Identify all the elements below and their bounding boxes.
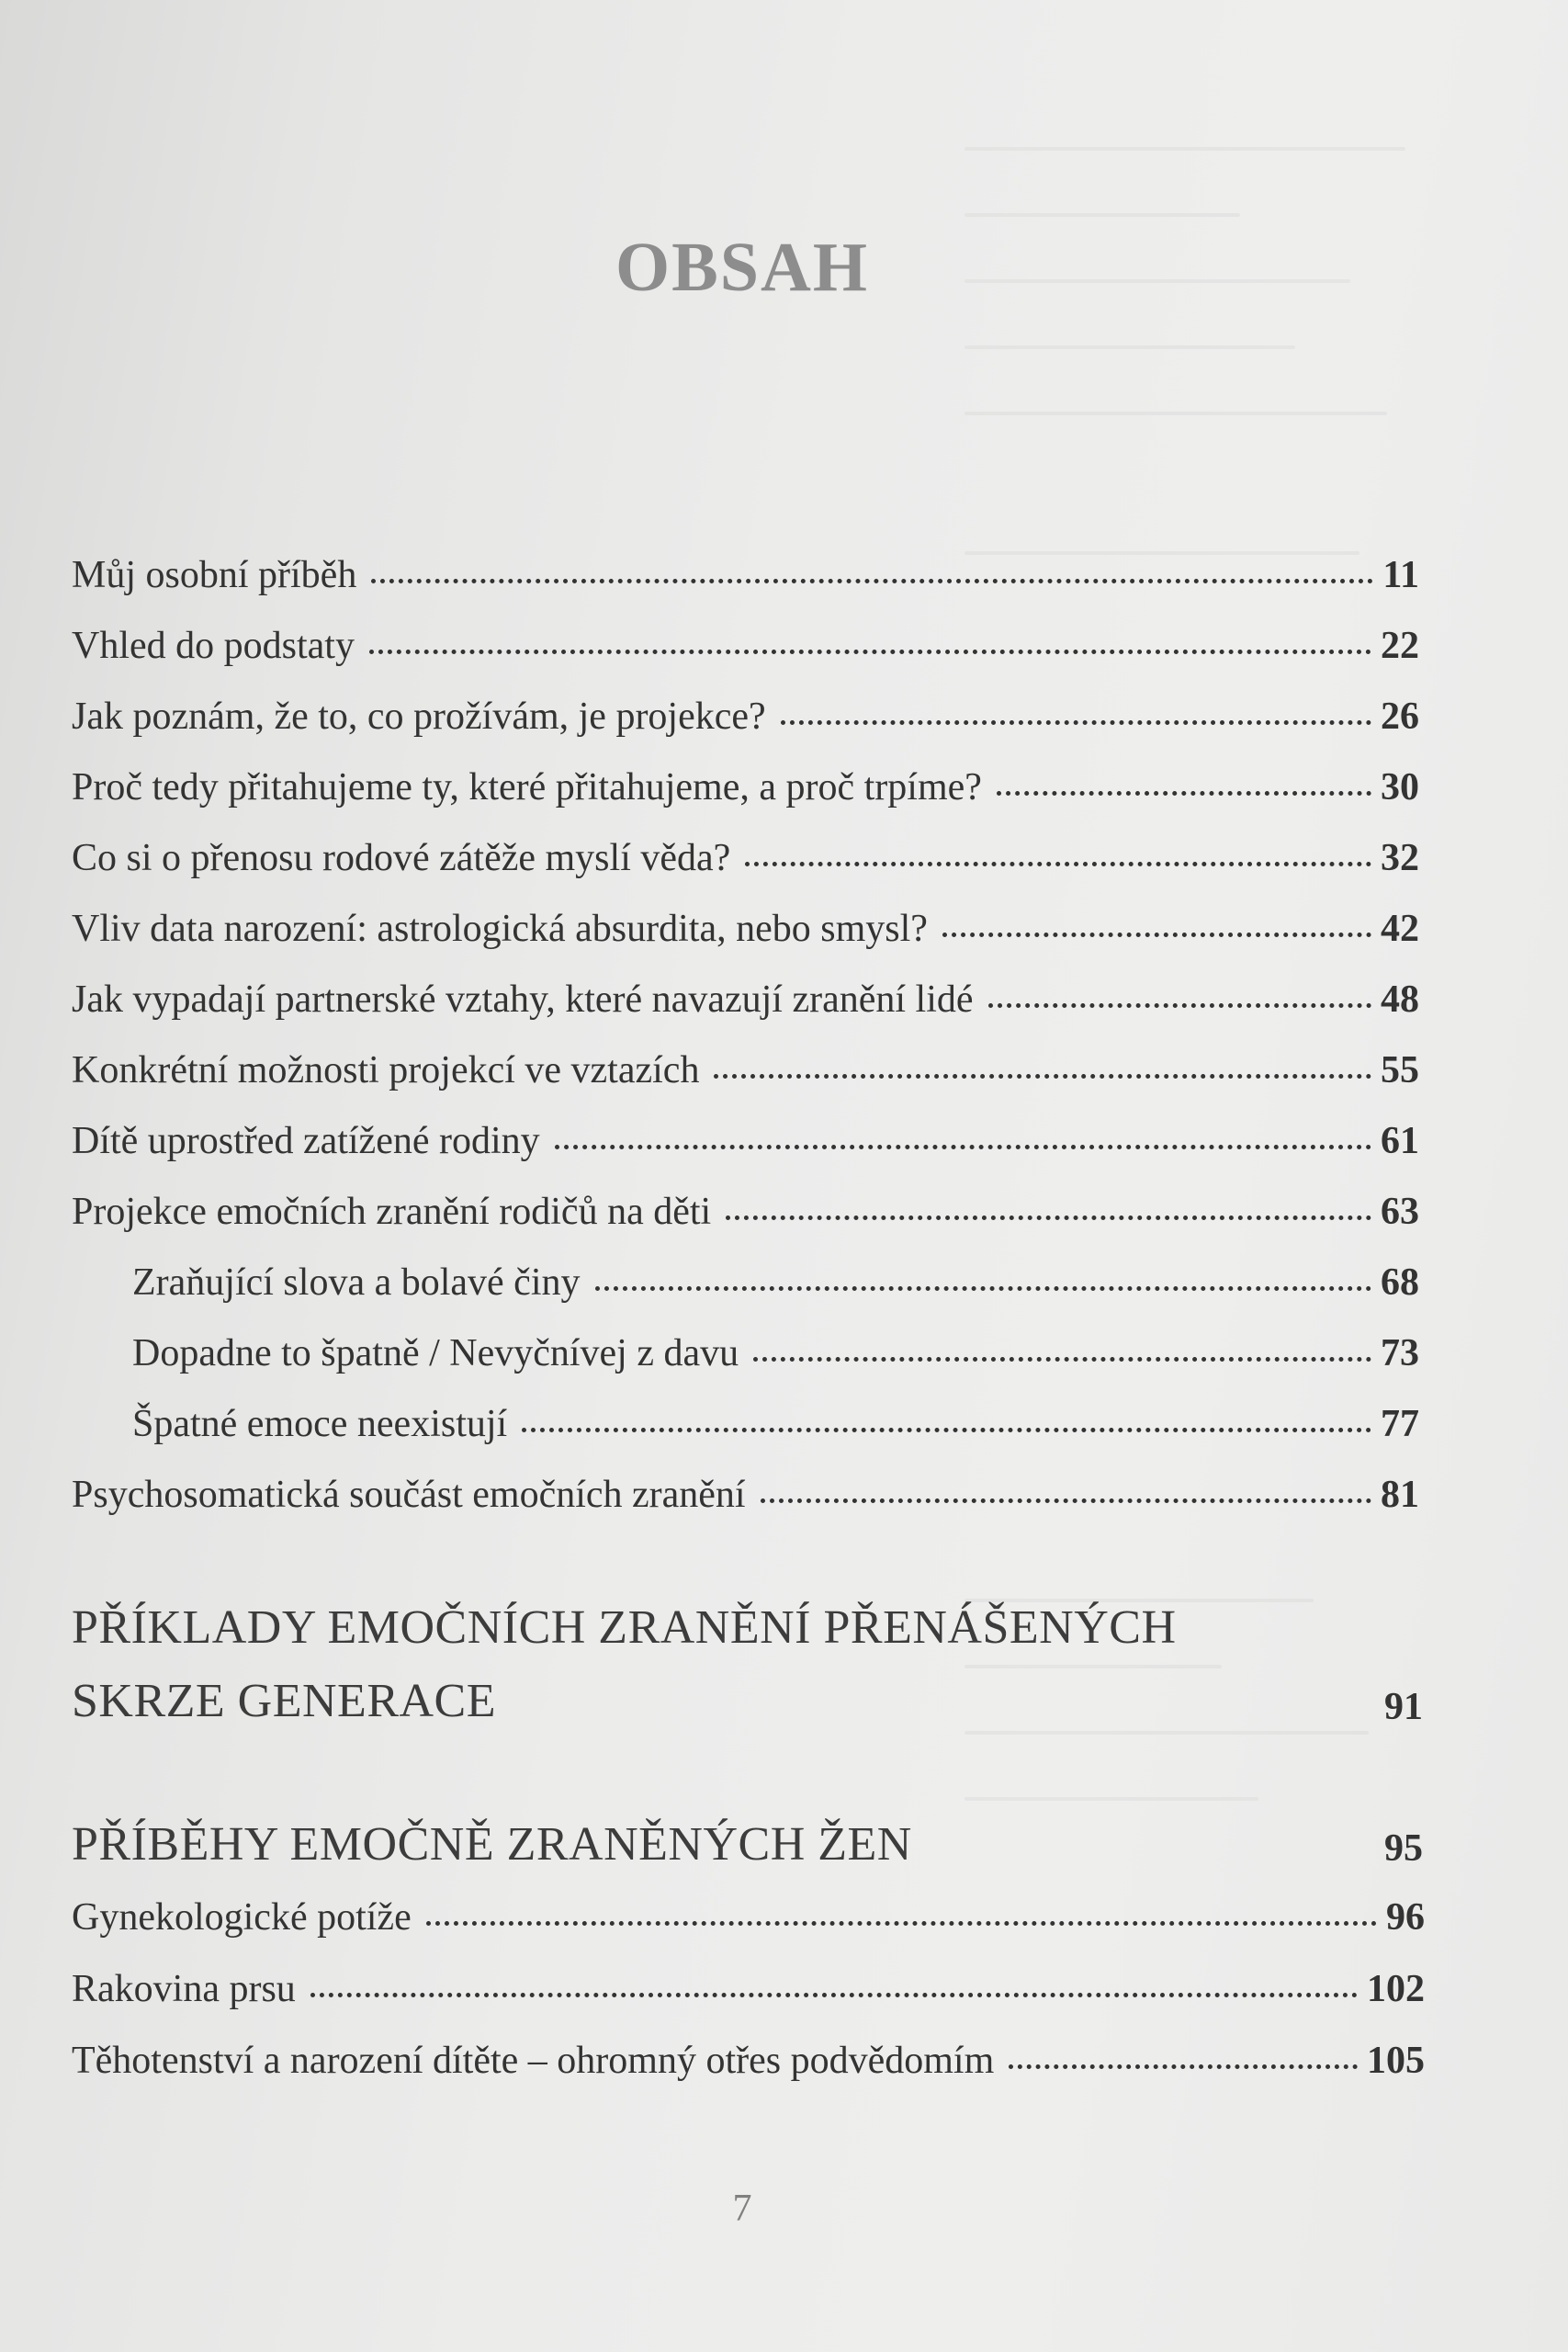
toc-entry-label: Proč tedy přitahujeme ty, které přitahujeme, a proč trpíme? — [72, 766, 982, 808]
toc-entry — [72, 1967, 1425, 2022]
toc-entry — [72, 836, 1419, 891]
toc-entry — [72, 765, 1419, 820]
toc-subentry — [132, 1261, 1419, 1316]
toc-entry-page: 77 — [1381, 1403, 1419, 1445]
page-title: OBSAH — [615, 229, 870, 306]
toc-leader-dots — [714, 1074, 1371, 1079]
toc-entry-label: Vliv data narození: astrologická absurdita, nebo smysl? — [72, 908, 928, 950]
toc-entry-page: 32 — [1381, 837, 1419, 879]
toc-leader-dots — [369, 650, 1371, 654]
toc-entry-page: 81 — [1381, 1474, 1419, 1516]
toc-entry-page: 22 — [1381, 625, 1419, 667]
toc-entry-label: Špatné emoce neexistují — [132, 1403, 508, 1445]
toc-leader-dots — [988, 1003, 1371, 1008]
toc-entry-label: Jak vypadají partnerské vztahy, které navazují zranění lidé — [72, 978, 974, 1021]
toc-entry-page: 30 — [1381, 766, 1419, 808]
chapter-page: 91 — [1384, 1686, 1423, 1728]
toc-entry-page: 68 — [1381, 1261, 1419, 1304]
toc-entry-label: Gynekologické potíže — [72, 1896, 412, 1939]
toc-entry-label: Těhotenství a narození dítěte – ohromný otřes podvědomím — [72, 2040, 995, 2082]
toc-entry-label: Dopadne to špatně / Nevyčnívej z davu — [132, 1332, 739, 1374]
toc-entry — [72, 2039, 1425, 2094]
toc-entry-page: 61 — [1381, 1120, 1419, 1162]
toc-entry — [72, 624, 1419, 679]
chapter-title: PŘÍBĚHY EMOČNĚ ZRANĚNÝCH ŽEN — [72, 1818, 912, 1871]
toc-leader-dots — [426, 1921, 1377, 1926]
chapter-title-continued: SKRZE GENERACE — [72, 1675, 496, 1727]
chapter-title: PŘÍKLADY EMOČNÍCH ZRANĚNÍ PŘENÁŠENÝCH — [72, 1601, 1177, 1654]
toc-entry — [72, 695, 1419, 750]
toc-leader-dots — [726, 1216, 1371, 1220]
toc-leader-dots — [555, 1145, 1371, 1149]
toc-leader-dots — [1009, 2064, 1358, 2069]
toc-entry — [72, 907, 1419, 962]
toc-entry — [72, 1048, 1419, 1103]
toc-leader-dots — [522, 1428, 1371, 1432]
toc-entry — [72, 1119, 1419, 1174]
toc-entry-page: 42 — [1381, 908, 1419, 950]
toc-entry-label: Jak poznám, že to, co prožívám, je projekce? — [72, 695, 766, 738]
toc-entry-page: 55 — [1381, 1049, 1419, 1091]
toc-leader-dots — [761, 1498, 1371, 1503]
toc-entry — [72, 978, 1419, 1033]
toc-entry-page: 102 — [1367, 1968, 1425, 2010]
toc-entry-label: Dítě uprostřed zatížené rodiny — [72, 1120, 540, 1162]
toc-entry — [72, 1895, 1425, 1951]
toc-entry — [72, 1190, 1419, 1245]
toc-leader-dots — [753, 1357, 1371, 1362]
toc-leader-dots — [371, 579, 1373, 583]
toc-entry-page: 105 — [1367, 2040, 1425, 2082]
toc-leader-dots — [997, 791, 1371, 796]
page-number: 7 — [732, 2188, 752, 2230]
toc-subentry — [132, 1402, 1419, 1457]
toc-entry-label: Vhled do podstaty — [72, 625, 355, 667]
toc-entry-page: 26 — [1381, 695, 1419, 738]
toc-entry-label: Co si o přenosu rodové zátěže myslí věda? — [72, 837, 731, 879]
toc-entry-label: Psychosomatická součást emočních zranění — [72, 1474, 746, 1516]
toc-entry — [72, 1473, 1419, 1528]
toc-entry-page: 96 — [1386, 1896, 1425, 1939]
toc-leader-dots — [942, 933, 1371, 937]
toc-entry-page: 11 — [1382, 554, 1419, 596]
chapter-page: 95 — [1384, 1827, 1423, 1870]
toc-entry-label: Zraňující slova a bolavé činy — [132, 1261, 581, 1304]
toc-entry-page: 48 — [1381, 978, 1419, 1021]
toc-entry-label: Můj osobní příběh — [72, 554, 357, 596]
toc-subentry — [132, 1331, 1419, 1386]
toc-entry — [72, 553, 1419, 608]
toc-entry-label: Rakovina prsu — [72, 1968, 296, 2010]
toc-leader-dots — [310, 1993, 1358, 1997]
toc-leader-dots — [595, 1286, 1372, 1291]
toc-entry-page: 63 — [1381, 1191, 1419, 1233]
toc-leader-dots — [745, 862, 1371, 866]
toc-leader-dots — [781, 720, 1371, 725]
toc-entry-label: Konkrétní možnosti projekcí ve vztazích — [72, 1049, 700, 1091]
toc-entry-page: 73 — [1381, 1332, 1419, 1374]
toc-entry-label: Projekce emočních zranění rodičů na děti — [72, 1191, 712, 1233]
